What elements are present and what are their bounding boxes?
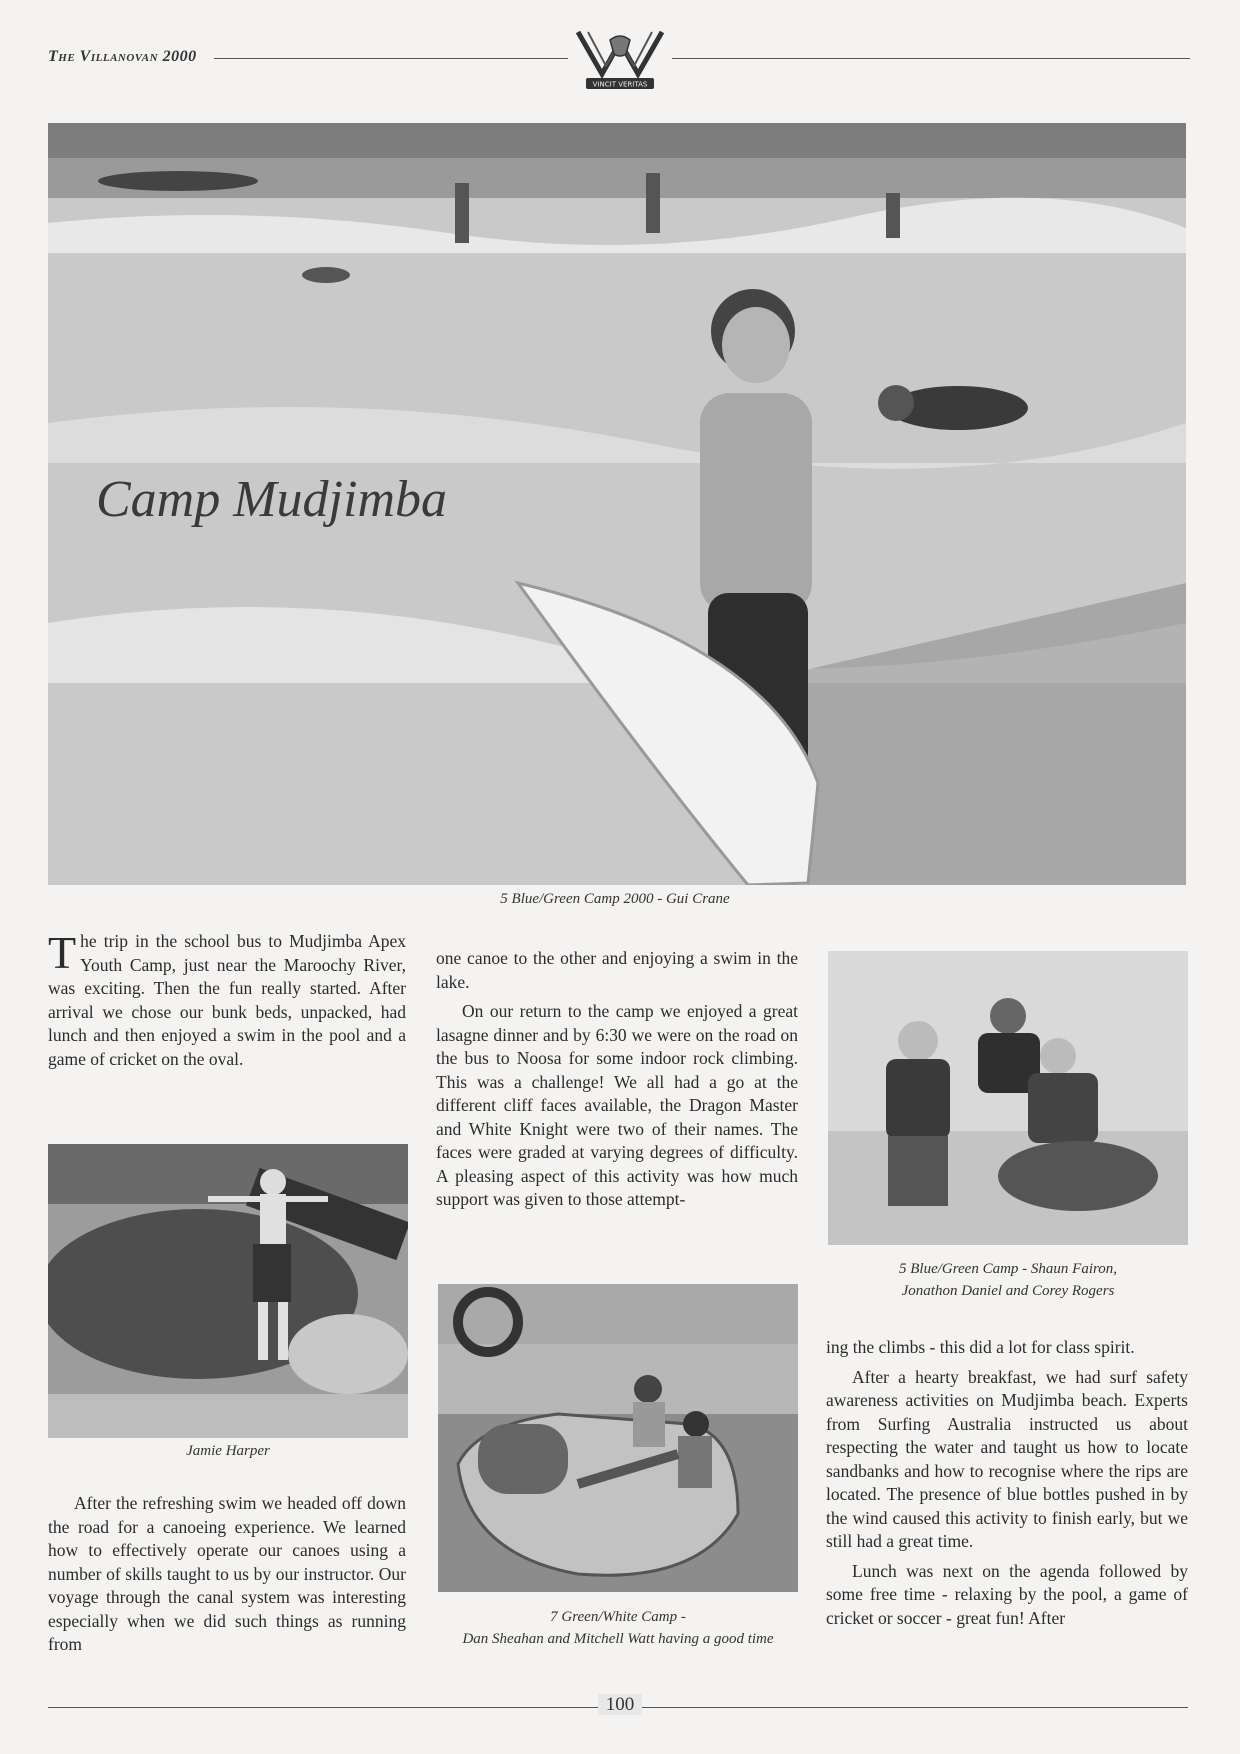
header-rule-left <box>214 58 568 59</box>
paragraph-5: Lunch was next on the agenda followed by some free time - relaxing by the pool, a game of cricket or soccer - great fun! After <box>826 1560 1188 1628</box>
photo-beach-three-boys <box>828 951 1188 1245</box>
beach-photo-caption: 5 Blue/Green Camp - Shaun Fairon, Jonathon Daniel and Corey Rogers <box>898 1261 1118 1299</box>
article-headline: Camp Mudjimba <box>96 471 447 528</box>
article-column-right <box>826 1336 1188 1630</box>
pool-photo-caption: Jamie Harper <box>186 1443 270 1459</box>
article-column-middle <box>436 947 798 1212</box>
article-column-left-top <box>48 927 406 1071</box>
main-photo-caption: 5 Blue/Green Camp 2000 - Gui Crane <box>500 891 730 907</box>
page-number-wrapper <box>0 1694 1240 1716</box>
paragraph-1: he trip in the school bus to Mudjimba Apex Youth Camp, just near the Maroochy River, was exciting. Then the fun really started. After arrival we chose our bunk beds, unpacked, had lunch and then enjoyed a swim in the pool and a game of cricket on the oval. <box>48 931 406 1069</box>
page-number: 100 <box>598 1694 643 1715</box>
photo-paddle-boat <box>438 1284 798 1592</box>
photo-pool-jamie-harper <box>48 1144 408 1438</box>
paragraph-4: After a hearty breakfast, we had surf safety awareness activities on Mudjimba beach. Experts from Surfing Australia instructed us about respecting the water and taught us how to locate sandbanks and how to recognise where the rips are located. The presence of blue bottles pushed in by the wind caused this activity to finish early, but we still had a great time. <box>826 1366 1188 1551</box>
drop-cap: T <box>48 927 77 978</box>
header-rule-right <box>672 58 1190 59</box>
paragraph-3-continued: ing the climbs - this did a lot for class spirit. <box>826 1337 1135 1357</box>
running-header: The Villanovan 2000 <box>48 48 197 65</box>
paragraph-3: On our return to the camp we enjoyed a great lasagne dinner and by 6:30 we were on the road on the bus to Noosa for some indoor rock climbing. This was a challenge! We all had a go at the different cliff faces available, the Dragon Master and White Knight were two of their names. The faces were graded at varying degrees of difficulty. A pleasing aspect of this activity was how much support was given to those attempt- <box>436 1001 798 1209</box>
paragraph-2-continued: one canoe to the other and enjoying a swim in the lake. <box>436 948 798 992</box>
school-crest-logo <box>572 28 668 92</box>
svg-text:VINCIT VERITAS: VINCIT VERITAS <box>592 80 648 89</box>
paddle-boat-photo-caption: 7 Green/White Camp - Dan Sheahan and Mitchell Watt having a good time <box>462 1609 774 1647</box>
paragraph-2: After the refreshing swim we headed off down the road for a canoeing experience. We learned how to effectively operate our canoes using a number of skills taught to us by our instructor. Our voyage through the canal system was interesting especially when we did such things as running from <box>48 1493 406 1654</box>
article-column-left-bottom <box>48 1492 406 1657</box>
